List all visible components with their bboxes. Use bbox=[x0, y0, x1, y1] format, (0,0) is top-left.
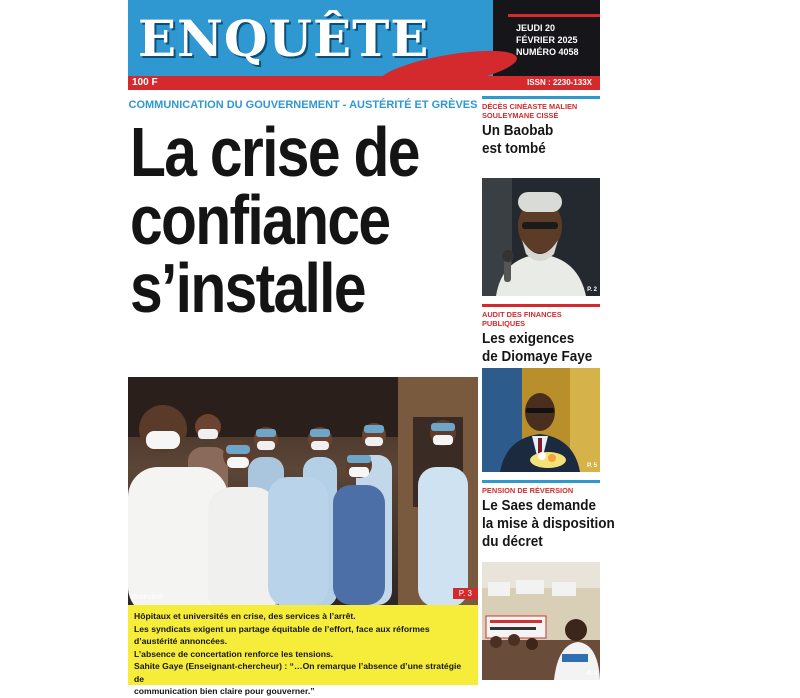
issue-number: NUMÉRO 4058 bbox=[516, 47, 579, 57]
summary-line: Hôpitaux et universités en crise, des services à l’arrêt. bbox=[134, 611, 356, 621]
story-divider bbox=[482, 304, 600, 307]
issue-date-line2: FÉVRIER 2025 bbox=[516, 35, 578, 45]
kicker-line: PENSION DE RÉVERSION bbox=[482, 486, 574, 495]
masthead bbox=[128, 0, 600, 76]
title-line: Un Baobab bbox=[482, 122, 554, 139]
main-story bbox=[128, 90, 478, 696]
newspaper-logo[interactable]: ENQUÊTE bbox=[138, 9, 430, 68]
title-line: est tombé bbox=[482, 140, 546, 157]
kicker-line: AUDIT DES FINANCES PUBLIQUES bbox=[482, 310, 562, 328]
story-kicker bbox=[482, 310, 600, 328]
title-line: de Diomaye Faye bbox=[482, 348, 593, 365]
summary-line: L’absence de concertation renforce les tensions. bbox=[134, 648, 334, 659]
summary-line: communication bien claire pour gouverner.” bbox=[134, 686, 315, 696]
issn-label: ISSN : 2230-133X bbox=[527, 78, 592, 87]
kicker-line: SOULEYMANE CISSÉ bbox=[482, 111, 559, 120]
sidebar-story-cisse[interactable] bbox=[482, 96, 600, 158]
title-line: la mise à disposition bbox=[482, 515, 615, 532]
sidebar-photo-cisse[interactable] bbox=[482, 178, 600, 296]
main-story-photo[interactable] bbox=[128, 377, 478, 605]
issue-info-rule bbox=[508, 14, 600, 17]
headline-line: s’installe bbox=[130, 249, 365, 327]
main-headline[interactable] bbox=[130, 113, 421, 327]
story-divider bbox=[482, 96, 600, 99]
masthead-red-bar bbox=[128, 76, 600, 90]
story-kicker bbox=[482, 102, 600, 120]
headline-line: confiance bbox=[130, 181, 390, 259]
summary-line: Les syndicats exigent un partage équitable de l’effort, face aux réformes d’austérité annoncées. bbox=[134, 623, 430, 646]
title-line: Les exigences bbox=[482, 330, 575, 347]
issue-info bbox=[516, 22, 598, 58]
portrait-illustration bbox=[482, 178, 600, 296]
story-title bbox=[482, 122, 588, 158]
page-reference: P. 3 bbox=[453, 588, 478, 599]
photo-credit: Illustration bbox=[131, 594, 163, 601]
protest-illustration bbox=[482, 562, 600, 680]
story-title bbox=[482, 497, 615, 551]
story-kicker bbox=[482, 486, 600, 495]
title-line: du décret bbox=[482, 533, 543, 550]
sidebar-photo-saes[interactable] bbox=[482, 562, 600, 680]
sidebar-stories bbox=[482, 90, 615, 685]
sidebar-story-saes[interactable] bbox=[482, 480, 615, 551]
portrait-illustration bbox=[482, 368, 600, 472]
summary-line: Sahite Gaye (Enseignant-chercheur) : “…On remarque l’absence d’une stratégie de bbox=[134, 661, 462, 684]
headline-line: La crise de bbox=[130, 113, 419, 191]
sidebar-photo-audit[interactable] bbox=[482, 368, 600, 472]
title-line: Le Saes demande bbox=[482, 497, 597, 514]
page-reference: P. 5 bbox=[587, 463, 597, 469]
main-story-kicker: COMMUNICATION DU GOUVERNEMENT - AUSTÉRITÉ ET GRÈVES bbox=[128, 99, 478, 111]
story-divider bbox=[482, 480, 600, 483]
price-label: 100 F bbox=[132, 77, 158, 88]
newspaper-front-page bbox=[128, 0, 615, 696]
health-workers-illustration bbox=[128, 377, 478, 605]
story-title bbox=[482, 330, 593, 366]
main-story-summary bbox=[128, 605, 478, 696]
issue-date-line1: JEUDI 20 bbox=[516, 23, 556, 33]
page-reference: P. 4 bbox=[587, 671, 597, 677]
sidebar-story-audit[interactable] bbox=[482, 304, 600, 366]
kicker-line: DÉCÈS CINÉASTE MALIEN bbox=[482, 102, 578, 111]
page-reference: P. 2 bbox=[587, 287, 597, 293]
